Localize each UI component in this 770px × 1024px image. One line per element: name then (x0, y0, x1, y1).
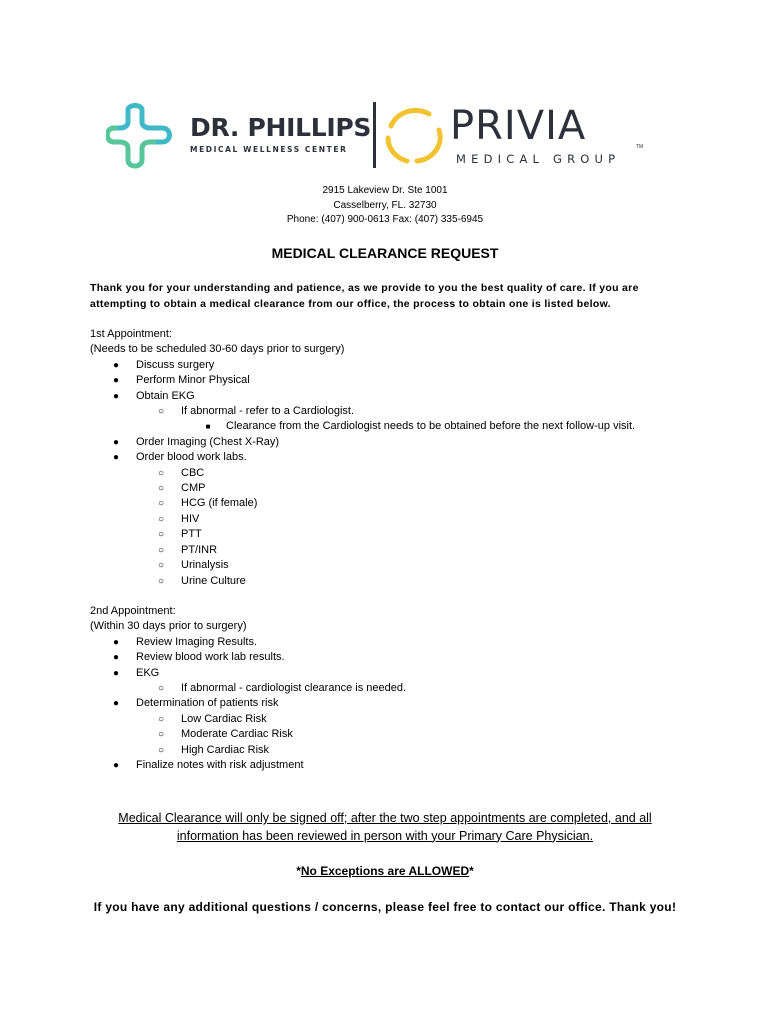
bullet-icon: ● (112, 375, 120, 387)
list-item: ● Order blood work labs. (90, 450, 710, 465)
list-item: ○ CMP (90, 481, 710, 496)
document-title: MEDICAL CLEARANCE REQUEST (271, 245, 499, 261)
second-appointment-timing: (Within 30 days prior to surgery) (90, 620, 247, 633)
list-item: ○ PTT (90, 527, 710, 542)
list-item: ○ High Cardiac Risk (90, 743, 710, 758)
clearance-note (0, 810, 770, 845)
circle-bullet-icon: ○ (157, 575, 165, 587)
header-logos (106, 100, 666, 172)
clearance-note-line2: information has been reviewed in person with your Primary Care Physician. (176, 828, 594, 843)
circle-bullet-icon: ○ (157, 406, 165, 418)
circle-bullet-icon: ○ (157, 729, 165, 741)
closing-message: If you have any additional questions / concerns, please feel free to contact our office. Thank you! (93, 900, 677, 914)
bullet-icon: ● (112, 698, 120, 710)
privia-ring-logo (383, 108, 445, 166)
list-item: ○ Urine Culture (90, 574, 710, 589)
dr-phillips-name: DR. PHILLIPS (190, 113, 372, 142)
dr-phillips-wordmark (190, 114, 371, 154)
address-phone-fax: Phone: (407) 900-0613 Fax: (407) 335-6945 (286, 214, 484, 225)
list-item: ● Order Imaging (Chest X-Ray) (90, 435, 710, 450)
list-item: ○ Low Cardiac Risk (90, 712, 710, 727)
circle-bullet-icon: ○ (157, 544, 165, 556)
bullet-icon: ● (112, 359, 120, 371)
list-item: ● Finalize notes with risk adjustment (90, 758, 710, 773)
circle-bullet-icon: ○ (157, 713, 165, 725)
list-item: ● Review Imaging Results. (90, 635, 710, 650)
list-item: ● Determination of patients risk (90, 696, 710, 711)
no-exceptions-notice: *No Exceptions are ALLOWED* (296, 864, 474, 878)
square-bullet-icon: ■ (205, 422, 211, 432)
privia-trademark: TM (636, 144, 644, 150)
bullet-icon: ● (112, 636, 120, 648)
circle-bullet-icon: ○ (157, 513, 165, 525)
list-item: ● Perform Minor Physical (90, 373, 710, 388)
dr-phillips-cross-logo (106, 102, 178, 170)
first-appointment-timing: (Needs to be scheduled 30-60 days prior to surgery) (90, 343, 345, 356)
address-street: 2915 Lakeview Dr. Ste 1001 (322, 185, 448, 196)
bullet-icon: ● (112, 652, 120, 664)
second-appointment-section (90, 604, 710, 773)
privia-name: PRIVIA (450, 103, 587, 149)
list-item: ● Review blood work lab results. (90, 650, 710, 665)
dr-phillips-subtitle: MEDICAL WELLNESS CENTER (190, 145, 348, 154)
circle-bullet-icon: ○ (157, 744, 165, 756)
circle-bullet-icon: ○ (157, 467, 165, 479)
list-item: ■ Clearance from the Cardiologist needs to be obtained before the next follow-up visit. (90, 419, 710, 434)
list-item: ○ PT/INR (90, 543, 710, 558)
circle-bullet-icon: ○ (157, 529, 165, 541)
list-item: ○ HCG (if female) (90, 496, 710, 511)
bullet-icon: ● (112, 452, 120, 464)
list-item: ● EKG (90, 666, 710, 681)
bullet-icon: ● (112, 760, 120, 772)
bullet-icon: ● (112, 667, 120, 679)
logo-divider (373, 102, 376, 168)
list-item: ● Discuss surgery (90, 358, 710, 373)
list-item: ○ Moderate Cardiac Risk (90, 727, 710, 742)
circle-bullet-icon: ○ (157, 483, 165, 495)
list-item: ○ Urinalysis (90, 558, 710, 573)
list-item: ○ CBC (90, 466, 710, 481)
first-appointment-section (90, 327, 710, 589)
first-appointment-heading: 1st Appointment: (90, 328, 172, 340)
list-item: ○ If abnormal - refer to a Cardiologist. (90, 404, 710, 419)
clearance-note-line1: Medical Clearance will only be signed off; after the two step appointments are completed, and all (118, 811, 652, 825)
privia-subtitle: MEDICAL GROUP (456, 152, 621, 166)
address-city: Casselberry, FL. 32730 (333, 199, 437, 211)
bullet-icon: ● (112, 436, 120, 448)
circle-bullet-icon: ○ (157, 683, 165, 695)
second-appointment-heading: 2nd Appointment: (90, 605, 176, 617)
list-item: ○ HIV (90, 512, 710, 527)
list-item: ● Obtain EKG (90, 389, 710, 404)
office-address (0, 184, 770, 228)
intro-paragraph: Thank you for your understanding and patience, as we provide to you the best quality of care. If you are attempting to obtain a medical clearance from our office, the process to obtain one is listed below. (90, 282, 639, 310)
list-item: ○ If abnormal - cardiologist clearance is needed. (90, 681, 710, 696)
circle-bullet-icon: ○ (157, 498, 165, 510)
bullet-icon: ● (112, 390, 120, 402)
circle-bullet-icon: ○ (157, 560, 165, 572)
